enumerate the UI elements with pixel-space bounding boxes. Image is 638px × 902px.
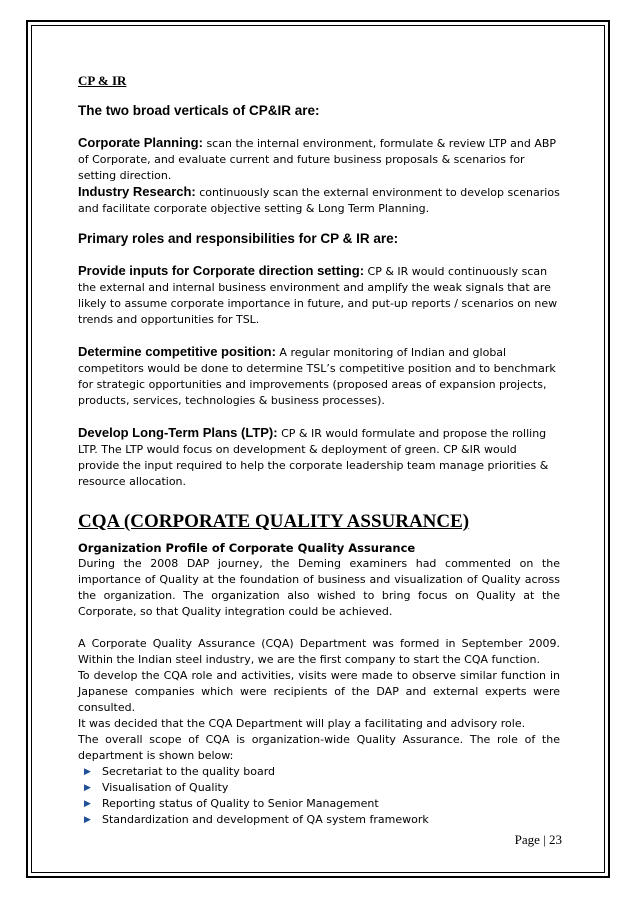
role-corporate-direction <box>78 263 560 328</box>
role-competitive-position <box>78 344 560 409</box>
roles-heading: Primary roles and responsibilities for CP & IR are: <box>78 231 399 246</box>
vertical-industry-research <box>78 184 560 217</box>
list-item-text: Reporting status of Quality to Senior Management <box>102 797 379 810</box>
role-text: CP & IR would formulate and propose the rolling LTP. The LTP would focus on development & deployment of green. CP &IR would provide the input required to help the corporate leadership team manage priorities & resource allocation. <box>78 427 549 488</box>
triangle-bullet-icon: ▶ <box>84 799 91 809</box>
list-item-text: Visualisation of Quality <box>102 781 229 794</box>
page-number: Page | 23 <box>514 832 562 847</box>
role-long-term-plans <box>78 425 560 490</box>
profile-heading: Organization Profile of Corporate Quality Assurance <box>78 541 416 555</box>
list-item <box>84 764 560 780</box>
verticals-heading: The two broad verticals of CP&IR are: <box>78 103 320 118</box>
triangle-bullet-icon: ▶ <box>84 815 91 825</box>
cqa-role-list <box>78 764 560 828</box>
list-item <box>84 796 560 812</box>
role-label: Determine competitive position: <box>78 344 276 359</box>
role-text: CP & IR would continuously scan the external and internal business environment and amplify the weak signals that are likely to assume corporate importance in future, and put-up reports / scenarios on new trends and opportunities for TSL. <box>78 265 558 326</box>
vertical-label: Corporate Planning: <box>78 135 203 150</box>
cqa-paragraph-2-line-3: It was decided that the CQA Department will play a facilitating and advisory role. <box>78 717 526 730</box>
triangle-bullet-icon: ▶ <box>84 767 91 777</box>
triangle-bullet-icon: ▶ <box>84 783 91 793</box>
document-body <box>78 73 560 828</box>
section-title-cqa: CQA (CORPORATE QUALITY ASSURANCE) <box>78 511 470 532</box>
list-item-text: Secretariat to the quality board <box>102 765 276 778</box>
cqa-paragraph-2-line-1: A Corporate Quality Assurance (CQA) Department was formed in September 2009. Within the Indian steel industry, we are the first company to start the CQA function. <box>78 637 560 666</box>
cqa-paragraph-1: During the 2008 DAP journey, the Deming examiners had commented on the importance of Quality at the foundation of business and visualization of Quality across the organization. The organization also wished to bring focus on Quality at the Corporate, so that Quality integration could be achieved. <box>78 557 560 618</box>
vertical-corporate-planning <box>78 135 560 184</box>
list-item <box>84 812 560 828</box>
role-text: A regular monitoring of Indian and global competitors would be done to determine TSL’s competitive position and to benchmark for strategic opportunities and improvements (proposed areas of expansion projects, products, services, technologies & business processes). <box>78 346 556 407</box>
role-label: Develop Long-Term Plans (LTP): <box>78 425 278 440</box>
vertical-text: continuously scan the external environment to develop scenarios and facilitate corporate objective setting & Long Term Planning. <box>78 186 560 215</box>
role-label: Provide inputs for Corporate direction setting: <box>78 263 365 278</box>
list-item-text: Standardization and development of QA system framework <box>102 813 429 826</box>
cqa-paragraph-2-line-2: To develop the CQA role and activities, visits were made to observe similar function in Japanese companies which were recipients of the DAP and external experts were consulted. <box>78 669 560 714</box>
vertical-text: scan the internal environment, formulate & review LTP and ABP of Corporate, and evaluate current and future business proposals & scenarios for setting direction. <box>78 137 557 182</box>
list-item <box>84 780 560 796</box>
cqa-paragraph-2-line-4: The overall scope of CQA is organization-wide Quality Assurance. The role of the department is shown below: <box>78 733 560 762</box>
vertical-label: Industry Research: <box>78 184 196 199</box>
section-title-cpir: CP & IR <box>78 73 127 88</box>
